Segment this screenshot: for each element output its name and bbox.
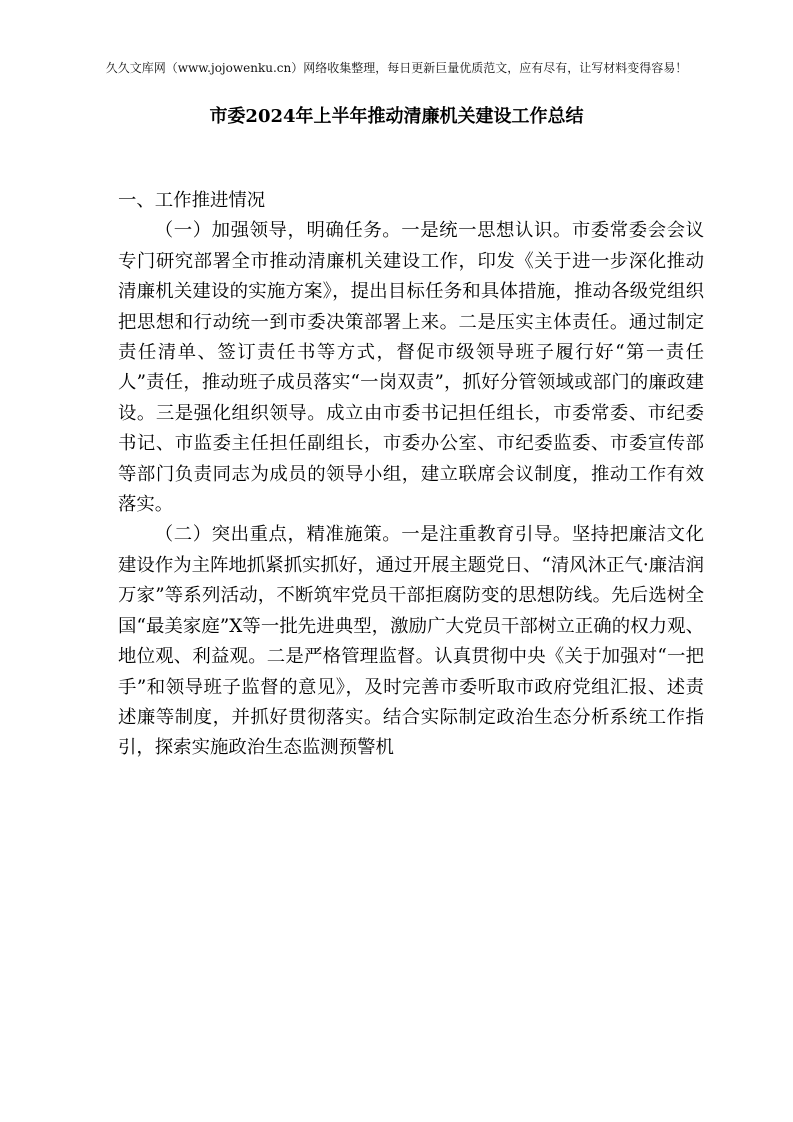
document-body — [118, 186, 704, 764]
document-title: 市委2024年上半年推动清廉机关建设工作总结 — [209, 106, 584, 127]
paragraph: （一）加强领导，明确任务。一是统一思想认识。市委常委会会议专门研究部署全市推动清廉机关建设工作，印发《关于进一步深化推动清廉机关建设的实施方案》，提出目标任务和具体措施，推动各级党组织把思想和行动统一到市委决策部署上来。二是压实主体责任。通过制定责任清单、签订责任书等方式，督促市级领导班子履行好“第一责任人”责任，推动班子成员落实“一岗双责”，抓好分管领域或部门的廉政建设。三是强化组织领导。成立由市委书记担任组长，市委常委、市纪委书记、市监委主任担任副组长，市委办公室、市纪委监委、市委宣传部等部门负责同志为成员的领导小组，建立联席会议制度，推动工作有效落实。 — [118, 220, 704, 516]
paragraph: （二）突出重点，精准施策。一是注重教育引导。坚持把廉洁文化建设作为主阵地抓紧抓实抓好，通过开展主题党日、“清风沐正气·廉洁润万家”等系列活动，不断筑牢党员干部拒腐防变的思想防线。先后选树全国“最美家庭”X等一批先进典型，激励广大党员干部树立正确的权力观、地位观、利益观。二是严格管理监督。认真贯彻中央《关于加强对“一把手”和领导班子监督的意见》，及时完善市委听取市政府党组汇报、述责述廉等制度，并抓好贯彻落实。结合实际制定政治生态分析系统工作指引，探索实施政治生态监测预警机 — [118, 524, 704, 759]
section-heading: 一、工作推进情况 — [118, 190, 266, 211]
site-header-note: 久久文库网（www.jojowenku.cn）网络收集整理，每日更新巨量优质范文，应有尽有，让写材料变得容易！ — [105, 61, 688, 75]
